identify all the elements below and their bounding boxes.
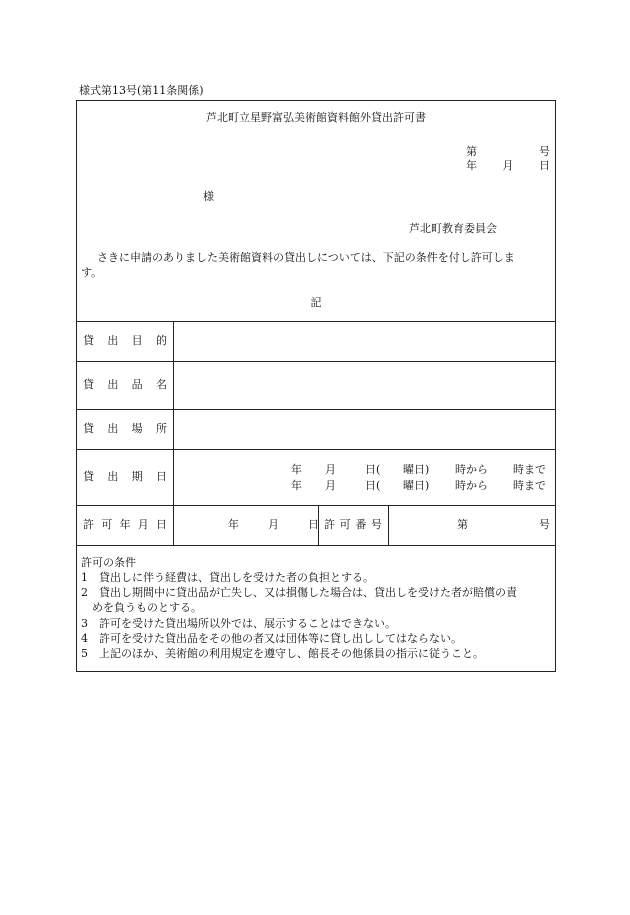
permit-date-field[interactable] [228, 518, 319, 532]
permit-no-field[interactable] [457, 518, 550, 532]
label-char: 号 [370, 518, 382, 531]
condition-item: 2 貸出し期間中に貸出品が亡失し、又は損傷した場合は、貸出しを受けた者が賠償の責 [81, 586, 517, 599]
label-char: 場 [131, 422, 143, 435]
form-number: 様式第13号(第11条関係) [79, 84, 204, 97]
permit-date-year: 年 [228, 518, 239, 531]
period-month: 月 [325, 479, 336, 492]
label-char: 期 [131, 470, 143, 483]
condition-item: 4 許可を受けた貸出品をその他の者又は団体等に貸し出ししてはならない。 [81, 632, 462, 645]
period-from: 時から [455, 479, 488, 492]
permit-no-prefix: 第 [457, 518, 468, 531]
label-char: 出 [107, 378, 119, 391]
label-char: 許 [324, 518, 335, 531]
permit-no-suffix: 号 [539, 518, 550, 531]
period-label [83, 470, 167, 484]
label-char: 月 [137, 518, 149, 531]
period-line-1[interactable] [291, 463, 546, 477]
period-weekday: 曜日) [403, 463, 430, 476]
label-char: 貸 [83, 422, 94, 435]
permit-column-divider [388, 505, 389, 545]
items-label [83, 378, 167, 392]
label-char: 出 [107, 334, 119, 347]
number-prefix: 第 [466, 145, 477, 158]
period-day: 日( [365, 463, 381, 476]
items-field[interactable] [175, 362, 553, 408]
period-month: 月 [325, 463, 336, 476]
label-char: 日 [156, 518, 167, 531]
label-char: 可 [101, 518, 113, 531]
label-char: 名 [155, 378, 167, 391]
period-to: 時まで [513, 479, 546, 492]
label-char: 貸 [83, 378, 94, 391]
place-label [83, 422, 167, 436]
permit-form [76, 100, 556, 672]
issue-date-day: 日 [539, 159, 550, 172]
label-char: 品 [131, 378, 143, 391]
document-number [466, 145, 550, 159]
issue-date-month: 月 [502, 159, 514, 172]
period-year: 年 [291, 479, 302, 492]
label-char: 貸 [83, 470, 94, 483]
label-char: 年 [119, 518, 131, 531]
body-text-line2: す。 [81, 266, 103, 279]
label-char: 可 [339, 518, 351, 531]
row-divider [77, 545, 555, 546]
issuer: 芦北町教育委員会 [409, 222, 497, 235]
label-char: 出 [107, 422, 119, 435]
label-char: 貸 [83, 334, 94, 347]
permit-date-label [83, 518, 167, 532]
place-field[interactable] [175, 410, 553, 448]
period-from: 時から [455, 463, 488, 476]
issue-date [466, 159, 550, 173]
label-char: 日 [155, 470, 167, 483]
label-char: 許 [83, 518, 94, 531]
permit-date-day: 日 [308, 518, 319, 531]
period-to: 時まで [513, 463, 546, 476]
condition-item: めを負うものとする。 [81, 601, 202, 614]
period-weekday: 曜日) [403, 479, 430, 492]
purpose-label [83, 334, 167, 348]
addressee-suffix: 様 [203, 190, 214, 203]
body-text-line1: さきに申請のありました美術館資料の貸出しについては、下記の条件を付し許可しま [97, 251, 515, 264]
label-char: 所 [155, 422, 167, 435]
conditions-heading: 許可の条件 [81, 556, 136, 569]
permit-no-label [324, 518, 382, 532]
label-char: 的 [155, 334, 167, 347]
label-char: 番 [355, 518, 367, 531]
issue-date-year: 年 [466, 159, 477, 172]
row-divider [77, 449, 555, 450]
period-day: 日( [365, 479, 381, 492]
purpose-field[interactable] [175, 322, 553, 360]
label-column-divider [173, 321, 174, 545]
condition-item: 5 上記のほか、美術館の利用規定を遵守し、館長その他係員の指示に従うこと。 [81, 647, 484, 660]
permit-date-month: 月 [268, 518, 279, 531]
label-char: 目 [131, 334, 143, 347]
label-char: 出 [107, 470, 119, 483]
period-year: 年 [291, 463, 302, 476]
form-title: 芦北町立星野富弘美術館資料館外貸出許可書 [206, 111, 426, 124]
number-suffix: 号 [539, 145, 550, 158]
condition-item: 1 貸出しに伴う経費は、貸出しを受けた者の負担とする。 [81, 571, 374, 584]
period-line-2[interactable] [291, 479, 546, 493]
ki-label: 記 [310, 296, 322, 309]
row-divider [77, 505, 555, 506]
condition-item: 3 許可を受けた貸出場所以外では、展示することはできない。 [81, 617, 396, 630]
